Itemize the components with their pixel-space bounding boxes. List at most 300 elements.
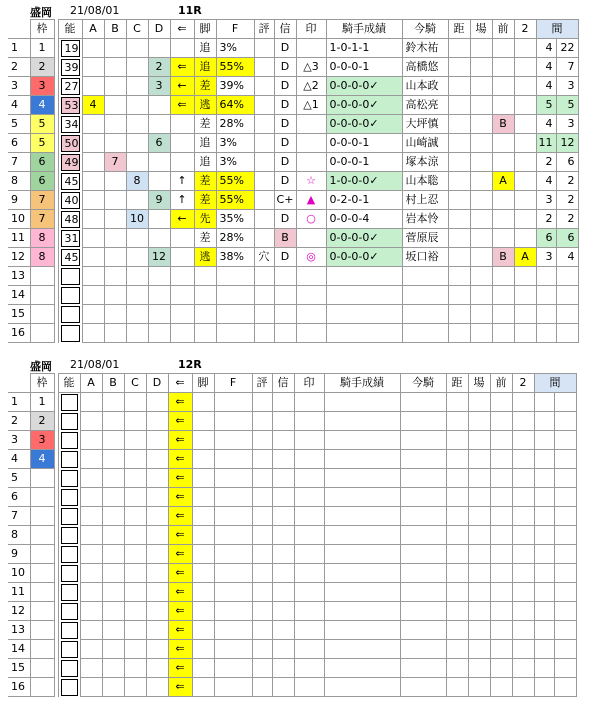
cell-c xyxy=(126,229,148,248)
cell-two xyxy=(514,286,536,305)
ability-value: 40 xyxy=(61,192,80,209)
cell-c xyxy=(126,134,148,153)
cell-seiseki xyxy=(324,621,400,640)
cell-no xyxy=(58,640,80,659)
ability-value: 19 xyxy=(61,40,80,57)
cell-n: 8 xyxy=(8,172,30,191)
cell-two xyxy=(514,324,536,343)
cell-kyo xyxy=(446,545,468,564)
cell-no xyxy=(58,248,82,267)
race2-date: 21/08/01 xyxy=(70,358,120,371)
cell-kyo xyxy=(446,678,468,697)
cell-hyo xyxy=(254,172,274,191)
cell-seiseki xyxy=(324,469,400,488)
cell-two xyxy=(512,545,534,564)
cell-aida1: 2 xyxy=(536,210,556,229)
cell-d xyxy=(146,678,168,697)
cell-kon xyxy=(400,564,446,583)
cell-no xyxy=(58,621,80,640)
cell-hyo xyxy=(254,191,274,210)
cell-ba xyxy=(470,134,492,153)
cell-n: 7 xyxy=(8,507,30,526)
cell-kon xyxy=(400,678,446,697)
cell-d xyxy=(146,526,168,545)
cell-hyo xyxy=(252,564,272,583)
cell-b xyxy=(102,412,124,431)
cell-two xyxy=(512,488,534,507)
cell-shin: D xyxy=(274,153,296,172)
cell-mark xyxy=(296,324,326,343)
cell-n: 11 xyxy=(8,583,30,602)
cell-kon: 坂口裕 xyxy=(402,248,448,267)
cell-d xyxy=(148,286,170,305)
cell-b xyxy=(102,393,124,412)
cell-ba xyxy=(470,39,492,58)
cell-f xyxy=(214,678,252,697)
table-row xyxy=(8,507,576,526)
ability-value: 27 xyxy=(61,78,80,95)
cell-kyaku: 追 xyxy=(194,153,216,172)
waku-badge: 7 xyxy=(30,210,54,229)
cell-kon xyxy=(400,545,446,564)
waku-badge: 4 xyxy=(30,450,54,469)
cell-two xyxy=(514,39,536,58)
cell-d xyxy=(148,96,170,115)
cell-kyaku xyxy=(194,286,216,305)
cell-shin: D xyxy=(274,210,296,229)
table-row xyxy=(8,678,576,697)
arrow-indicator: ⇐ xyxy=(168,431,192,450)
cell-n: 16 xyxy=(8,678,30,697)
waku-badge: 2 xyxy=(30,412,54,431)
cell-aida2: 6 xyxy=(556,153,578,172)
table-row xyxy=(8,248,578,267)
cell-mark: △3 xyxy=(296,58,326,77)
cell-a xyxy=(82,58,104,77)
cell-seiseki xyxy=(326,305,402,324)
arrow-indicator xyxy=(170,286,194,305)
cell-d xyxy=(146,412,168,431)
cell-a xyxy=(80,469,102,488)
cell-kyaku xyxy=(194,267,216,286)
cell-hyo xyxy=(254,229,274,248)
cell-kyaku xyxy=(192,393,214,412)
cell-f xyxy=(214,393,252,412)
cell-hyo xyxy=(254,58,274,77)
cell-d xyxy=(146,393,168,412)
cell-aida1 xyxy=(534,545,554,564)
cell-b xyxy=(102,583,124,602)
cell-a xyxy=(80,640,102,659)
cell-seiseki: 0-0-0-1 xyxy=(326,134,402,153)
cell-kyo xyxy=(446,412,468,431)
ability-value: 45 xyxy=(61,173,80,190)
cell-no xyxy=(58,583,80,602)
cell-n: 1 xyxy=(8,393,30,412)
cell-kyaku xyxy=(192,450,214,469)
cell-no xyxy=(58,469,80,488)
cell-no xyxy=(58,324,82,343)
cell-aida2 xyxy=(554,450,576,469)
arrow-indicator: ⇐ xyxy=(168,678,192,697)
cell-mae xyxy=(492,96,514,115)
cell-a xyxy=(82,191,104,210)
arrow-indicator: ⇐ xyxy=(168,659,192,678)
cell-kyo xyxy=(448,305,470,324)
cell-b xyxy=(102,659,124,678)
cell-kyo xyxy=(448,115,470,134)
header-no: 能 xyxy=(58,374,80,393)
cell-hyo xyxy=(252,450,272,469)
cell-n: 3 xyxy=(8,431,30,450)
cell-hyo xyxy=(252,602,272,621)
cell-kon xyxy=(400,621,446,640)
cell-mark xyxy=(296,229,326,248)
cell-shin xyxy=(272,469,294,488)
cell-kon xyxy=(400,431,446,450)
cell-hyo xyxy=(252,621,272,640)
cell-hyo xyxy=(254,210,274,229)
cell-ba xyxy=(470,248,492,267)
cell-kyo xyxy=(448,39,470,58)
cell-aida1 xyxy=(534,640,554,659)
header-blank xyxy=(8,374,30,393)
cell-a xyxy=(82,134,104,153)
cell-kyo xyxy=(446,393,468,412)
cell-shin xyxy=(274,267,296,286)
cell-d xyxy=(148,210,170,229)
cell-b xyxy=(104,286,126,305)
cell-aida1 xyxy=(534,526,554,545)
cell-ba xyxy=(470,172,492,191)
cell-f: 3% xyxy=(216,39,254,58)
cell-f xyxy=(214,412,252,431)
arrow-indicator xyxy=(170,115,194,134)
header-seiseki: 騎手成績 xyxy=(324,374,400,393)
cell-shin: D xyxy=(274,248,296,267)
cell-b xyxy=(102,450,124,469)
table-row xyxy=(8,96,578,115)
cell-n: 8 xyxy=(8,526,30,545)
cell-kyo xyxy=(448,77,470,96)
cell-aida1: 4 xyxy=(536,58,556,77)
cell-mark xyxy=(294,469,324,488)
cell-f xyxy=(216,324,254,343)
cell-kyo xyxy=(448,210,470,229)
cell-mae xyxy=(492,305,514,324)
cell-c xyxy=(124,431,146,450)
header-d: D xyxy=(148,20,170,39)
cell-mark xyxy=(294,393,324,412)
cell-n: 4 xyxy=(8,96,30,115)
cell-d xyxy=(148,305,170,324)
ability-value xyxy=(61,565,78,582)
header-mae: 前 xyxy=(490,374,512,393)
cell-kyaku xyxy=(194,305,216,324)
cell-shin xyxy=(272,659,294,678)
cell-f: 55% xyxy=(216,172,254,191)
cell-kyaku xyxy=(192,678,214,697)
cell-kyaku: 差 xyxy=(194,115,216,134)
cell-two xyxy=(514,305,536,324)
cell-b xyxy=(104,229,126,248)
cell-b xyxy=(104,191,126,210)
cell-ba xyxy=(470,324,492,343)
header-mark: 印 xyxy=(294,374,324,393)
cell-waku xyxy=(30,545,54,564)
arrow-indicator: ⇐ xyxy=(168,526,192,545)
cell-seiseki: 0-0-0-1 xyxy=(326,153,402,172)
cell-c xyxy=(126,267,148,286)
cell-f xyxy=(214,545,252,564)
cell-kyo xyxy=(446,469,468,488)
cell-kyo xyxy=(448,134,470,153)
table-row xyxy=(8,545,576,564)
table-row xyxy=(8,115,578,134)
cell-two xyxy=(514,267,536,286)
cell-a xyxy=(80,526,102,545)
cell-d xyxy=(148,267,170,286)
arrow-indicator: ↑ xyxy=(170,172,194,191)
cell-b xyxy=(102,621,124,640)
cell-shin xyxy=(272,526,294,545)
cell-n: 7 xyxy=(8,153,30,172)
table-row xyxy=(8,621,576,640)
table-row xyxy=(8,564,576,583)
cell-no xyxy=(58,210,82,229)
cell-two xyxy=(512,583,534,602)
cell-no xyxy=(58,305,82,324)
cell-ba xyxy=(468,469,490,488)
cell-mark xyxy=(296,134,326,153)
cell-kon xyxy=(402,324,448,343)
cell-a xyxy=(80,431,102,450)
cell-no xyxy=(58,545,80,564)
cell-ba xyxy=(470,210,492,229)
cell-f: 55% xyxy=(216,58,254,77)
cell-c xyxy=(126,324,148,343)
cell-seiseki: 0-0-0-0✓ xyxy=(326,248,402,267)
cell-mark: △1 xyxy=(296,96,326,115)
cell-hyo xyxy=(252,469,272,488)
header-mark: 印 xyxy=(296,20,326,39)
cell-ba xyxy=(468,564,490,583)
cell-c xyxy=(124,526,146,545)
cell-kyo xyxy=(446,659,468,678)
ability-value xyxy=(61,679,78,696)
cell-ba xyxy=(470,77,492,96)
cell-c xyxy=(124,583,146,602)
cell-c: 10 xyxy=(126,210,148,229)
cell-no xyxy=(58,602,80,621)
cell-shin: C+ xyxy=(274,191,296,210)
waku-badge: 3 xyxy=(30,431,54,450)
cell-kon xyxy=(402,286,448,305)
cell-kyaku xyxy=(192,602,214,621)
table-row xyxy=(8,210,578,229)
cell-mark: ◎ xyxy=(296,248,326,267)
cell-hyo xyxy=(252,393,272,412)
table-row xyxy=(8,583,576,602)
waku-badge: 8 xyxy=(30,248,54,267)
cell-aida1 xyxy=(534,659,554,678)
cell-seiseki: 0-2-0-1 xyxy=(326,191,402,210)
header-shin: 信 xyxy=(272,374,294,393)
cell-n: 3 xyxy=(8,77,30,96)
cell-ba xyxy=(468,526,490,545)
cell-waku xyxy=(30,324,54,343)
cell-a xyxy=(80,450,102,469)
cell-hyo xyxy=(254,96,274,115)
cell-aida1: 4 xyxy=(536,115,556,134)
cell-ba xyxy=(468,602,490,621)
arrow-indicator xyxy=(170,267,194,286)
cell-kyaku: 差 xyxy=(194,77,216,96)
cell-two xyxy=(514,191,536,210)
arrow-indicator: ⇐ xyxy=(168,469,192,488)
ability-value: 39 xyxy=(61,59,80,76)
cell-seiseki: 0-0-0-4 xyxy=(326,210,402,229)
cell-seiseki: 1-0-0-0✓ xyxy=(326,172,402,191)
cell-mark xyxy=(294,621,324,640)
table-row xyxy=(8,229,578,248)
cell-aida1 xyxy=(536,286,556,305)
cell-shin xyxy=(272,431,294,450)
cell-shin: D xyxy=(274,172,296,191)
cell-d xyxy=(146,545,168,564)
cell-mae xyxy=(490,507,512,526)
cell-n: 2 xyxy=(8,58,30,77)
cell-d xyxy=(146,488,168,507)
cell-kyaku: 差 xyxy=(194,229,216,248)
header-hyo: 評 xyxy=(252,374,272,393)
cell-kyaku xyxy=(192,564,214,583)
cell-d xyxy=(146,602,168,621)
cell-kyaku xyxy=(192,412,214,431)
cell-two xyxy=(512,564,534,583)
cell-kyo xyxy=(448,267,470,286)
ability-value xyxy=(61,451,78,468)
cell-two xyxy=(512,431,534,450)
cell-a xyxy=(82,39,104,58)
header-arr: ⇐ xyxy=(168,374,192,393)
cell-mark: ○ xyxy=(296,210,326,229)
cell-waku xyxy=(30,583,54,602)
header-aida: 間 xyxy=(534,374,576,393)
cell-kyo xyxy=(446,431,468,450)
cell-ba xyxy=(470,58,492,77)
cell-hyo xyxy=(254,115,274,134)
cell-seiseki: 0-0-0-0✓ xyxy=(326,229,402,248)
cell-seiseki xyxy=(324,393,400,412)
cell-b xyxy=(104,58,126,77)
cell-n: 16 xyxy=(8,324,30,343)
cell-seiseki xyxy=(326,324,402,343)
cell-b: 7 xyxy=(104,153,126,172)
arrow-indicator: ⇐ xyxy=(168,564,192,583)
cell-b xyxy=(102,545,124,564)
ability-value xyxy=(61,268,80,285)
cell-aida2 xyxy=(554,583,576,602)
arrow-indicator: ⇐ xyxy=(170,96,194,115)
cell-seiseki xyxy=(324,659,400,678)
cell-mae xyxy=(490,545,512,564)
cell-mae xyxy=(490,450,512,469)
cell-aida2: 2 xyxy=(556,172,578,191)
cell-kyo xyxy=(446,526,468,545)
cell-d: 12 xyxy=(148,248,170,267)
cell-mae xyxy=(490,659,512,678)
cell-kon: 鈴木祐 xyxy=(402,39,448,58)
cell-b xyxy=(104,77,126,96)
cell-two: A xyxy=(514,248,536,267)
cell-no xyxy=(58,659,80,678)
arrow-indicator xyxy=(170,229,194,248)
cell-waku xyxy=(30,678,54,697)
cell-aida2 xyxy=(554,488,576,507)
cell-d xyxy=(148,39,170,58)
cell-waku xyxy=(30,564,54,583)
waku-badge: 1 xyxy=(30,39,54,58)
cell-ba xyxy=(470,191,492,210)
cell-n: 4 xyxy=(8,450,30,469)
cell-f: 38% xyxy=(216,248,254,267)
cell-waku xyxy=(30,526,54,545)
cell-kyaku xyxy=(192,545,214,564)
header-seiseki: 騎手成績 xyxy=(326,20,402,39)
cell-mae xyxy=(492,229,514,248)
cell-two xyxy=(514,96,536,115)
cell-mae xyxy=(492,324,514,343)
cell-no xyxy=(58,564,80,583)
cell-shin: D xyxy=(274,115,296,134)
header-kon: 今騎 xyxy=(400,374,446,393)
cell-n: 13 xyxy=(8,621,30,640)
cell-c xyxy=(126,286,148,305)
cell-ba xyxy=(470,115,492,134)
header-d: D xyxy=(146,374,168,393)
cell-shin xyxy=(272,564,294,583)
cell-mae: A xyxy=(492,172,514,191)
cell-kyo xyxy=(448,58,470,77)
cell-kon: 高橋悠 xyxy=(402,58,448,77)
cell-ba xyxy=(468,450,490,469)
cell-mae xyxy=(490,640,512,659)
cell-b xyxy=(102,469,124,488)
cell-ba xyxy=(468,621,490,640)
cell-kyo xyxy=(448,229,470,248)
cell-a xyxy=(82,77,104,96)
cell-aida2: 5 xyxy=(556,96,578,115)
header-waku: 枠 xyxy=(30,20,54,39)
waku-badge: 1 xyxy=(30,393,54,412)
cell-c: 8 xyxy=(126,172,148,191)
cell-mark xyxy=(296,39,326,58)
cell-d xyxy=(146,450,168,469)
cell-a xyxy=(80,659,102,678)
table-row xyxy=(8,77,578,96)
cell-c xyxy=(126,115,148,134)
cell-d: 6 xyxy=(148,134,170,153)
cell-waku xyxy=(30,621,54,640)
cell-hyo xyxy=(252,659,272,678)
cell-waku xyxy=(30,659,54,678)
ability-value: 53 xyxy=(61,97,80,114)
cell-shin xyxy=(272,450,294,469)
ability-value xyxy=(61,641,78,658)
ability-value: 49 xyxy=(61,154,80,171)
cell-no xyxy=(58,229,82,248)
